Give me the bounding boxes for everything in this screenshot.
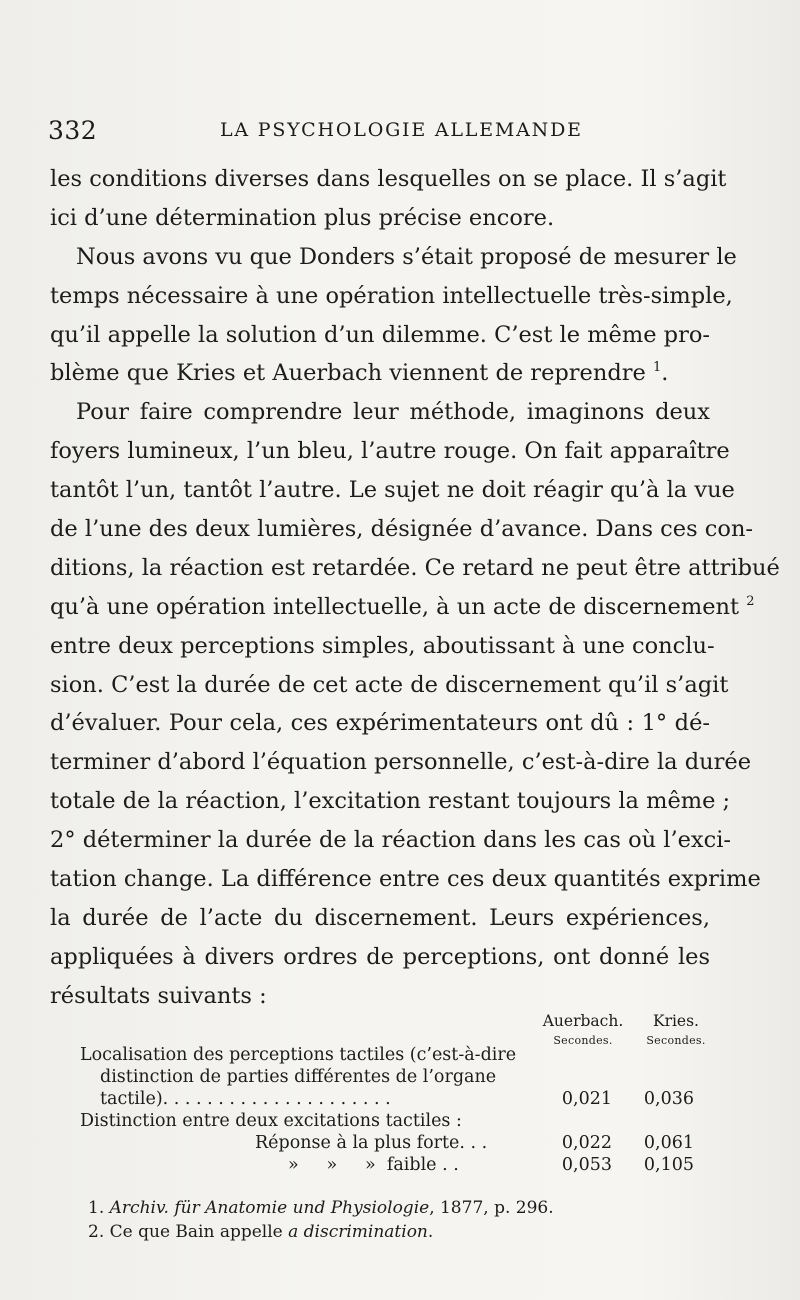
page-number: 332 <box>48 116 98 145</box>
footnote-citation: , 1877, p. 296. <box>429 1198 554 1218</box>
table-row-label: tactile). . . . . . . . . . . . . . . . . . . . . <box>100 1089 391 1109</box>
footnote-ref-1: 1 <box>652 360 662 376</box>
sentence-period: . <box>661 360 669 387</box>
footnote-number: 2. <box>88 1222 105 1242</box>
text-line: appliquées à divers ordres de perceptions, ont donné les <box>50 943 710 970</box>
footnote-number: 1. <box>88 1198 105 1218</box>
text-line: terminer d’abord l’équation personnelle, c’est-à-dire la durée <box>50 749 752 776</box>
footnote-ref-2: 2 <box>746 593 755 609</box>
table-row-label: Réponse à la plus forte. . . <box>255 1133 488 1153</box>
table-row-label: Distinction entre deux excitations tactiles : <box>80 1111 462 1131</box>
running-head: LA PSYCHOLOGIE ALLEMANDE <box>220 119 583 141</box>
page-header <box>48 116 708 152</box>
text-line: la durée de l’acte du discernement. Leurs expériences, <box>50 904 710 931</box>
text-line: ditions, la réaction est retardée. Ce retard ne peut être attribué <box>50 554 780 581</box>
table-row-label: distinction de parties différentes de l’organe <box>100 1067 497 1087</box>
text-line: temps nécessaire à une opération intellectuelle très-simple, <box>50 282 733 309</box>
text-line: foyers lumineux, l’un bleu, l’autre rouge. On fait apparaître <box>50 438 730 465</box>
column-unit-auerbach: Secondes. <box>553 1034 613 1047</box>
text-line-content: blème que Kries et Auerbach viennent de reprendre <box>50 360 646 387</box>
text-line <box>50 588 755 627</box>
text-line: Nous avons vu que Donders s’était proposé de mesurer le <box>76 243 737 270</box>
text-line: Pour faire comprendre leur méthode, imaginons deux <box>76 399 710 426</box>
text-line: entre deux perceptions simples, aboutissant à une conclu- <box>50 632 715 659</box>
text-line: de l’une des deux lumières, désignée d’avance. Dans ces con- <box>50 516 754 543</box>
text-line: sion. C’est la durée de cet acte de discernement qu’il s’agit <box>50 671 729 698</box>
column-header-auerbach: Auerbach. <box>542 1012 624 1030</box>
body-text <box>50 160 780 1016</box>
table-row-label: » » » faible . . <box>288 1155 459 1175</box>
value-kries: 0,036 <box>643 1089 694 1109</box>
footnotes <box>88 1196 554 1244</box>
value-auerbach: 0,053 <box>561 1155 612 1175</box>
value-auerbach: 0,021 <box>561 1089 612 1109</box>
footnote-term: a discrimination <box>288 1222 428 1242</box>
footnote-2 <box>88 1220 554 1244</box>
text-line: 2° déterminer la durée de la réaction dans les cas où l’exci- <box>50 827 732 854</box>
text-line: d’évaluer. Pour cela, ces expérimentateurs ont dû : 1° dé- <box>50 710 710 737</box>
text-line: ici d’une détermination plus précise encore. <box>50 204 555 231</box>
column-header-kries: Kries. <box>652 1012 699 1030</box>
text-line: qu’il appelle la solution d’un dilemme. C’est le même pro- <box>50 321 710 348</box>
table-row-label: Localisation des perceptions tactiles (c’est-à-dire <box>80 1045 517 1065</box>
value-auerbach: 0,022 <box>561 1133 612 1153</box>
text-line: totale de la réaction, l’excitation restant toujours la même ; <box>50 788 731 815</box>
text-line <box>50 354 710 393</box>
text-line: résultats suivants : <box>50 982 267 1009</box>
text-line-content: qu’à une opération intellectuelle, à un acte de discernement <box>50 593 740 620</box>
footnote-1 <box>88 1196 554 1220</box>
footnote-text: Ce que Bain appelle <box>109 1222 289 1242</box>
column-unit-kries: Secondes. <box>646 1034 706 1047</box>
text-line: tantôt l’un, tantôt l’autre. Le sujet ne doit réagir qu’à la vue <box>50 477 735 504</box>
journal-title: Archiv. für Anatomie und Physiologie <box>109 1198 430 1218</box>
text-line: tation change. La différence entre ces deux quantités exprime <box>50 866 761 893</box>
value-kries: 0,061 <box>643 1133 694 1153</box>
footnote-end: . <box>427 1222 434 1242</box>
value-kries: 0,105 <box>643 1155 694 1175</box>
text-line: les conditions diverses dans lesquelles on se place. Il s’agit <box>50 166 727 192</box>
